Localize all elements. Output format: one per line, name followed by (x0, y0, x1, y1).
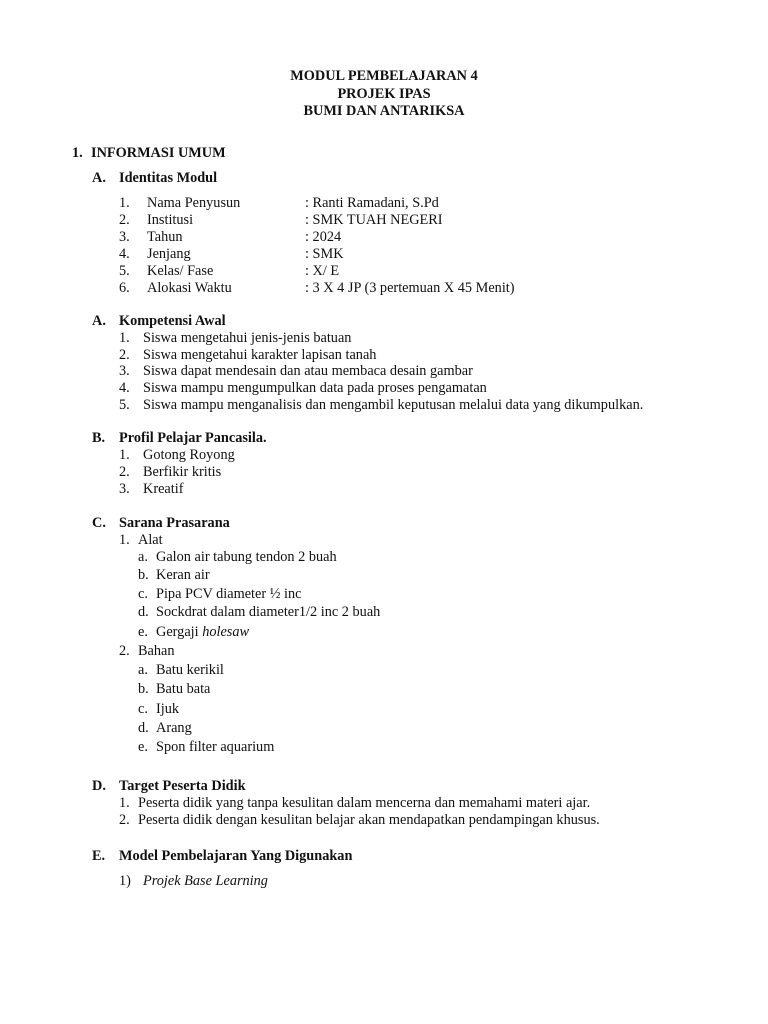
list-item: Gotong Royong (143, 447, 235, 463)
list-item: Galon air tabung tendon 2 buah (156, 549, 337, 565)
sublist-label: Alat (138, 532, 163, 548)
identity-row-value: : 2024 (305, 229, 342, 245)
list-item-number: 1) (119, 873, 131, 889)
identity-row-label: Institusi (147, 212, 194, 228)
list-item: Ijuk (156, 701, 180, 717)
list-item-number: 2. (119, 812, 130, 828)
list-item-letter: e. (138, 739, 148, 755)
list-item-number: 2. (119, 464, 130, 480)
list-item: Pipa PCV diameter ½ inc (156, 586, 302, 602)
list-item-number: 1. (119, 447, 130, 463)
sublist-label: Bahan (138, 643, 175, 659)
list-item-letter: c. (138, 586, 148, 602)
list-item: Keran air (156, 567, 210, 583)
identity-row-number: 3. (119, 229, 130, 245)
identity-row-value: : Ranti Ramadani, S.Pd (305, 195, 439, 211)
list-item: Sockdrat dalam diameter1/2 inc 2 buah (156, 604, 381, 620)
list-item-number: 1. (119, 795, 130, 811)
identity-row-number: 4. (119, 246, 130, 262)
list-item-letter: d. (138, 604, 149, 620)
list-item-text: Gergaji (156, 624, 203, 640)
list-item: Peserta didik dengan kesulitan belajar akan mendapatkan pendampingan khusus. (138, 812, 600, 828)
identity-row-label: Nama Penyusun (147, 195, 241, 211)
list-item-letter: e. (138, 624, 148, 640)
list-item-letter: a. (138, 662, 148, 678)
list-item: Berfikir kritis (143, 464, 222, 480)
list-item-letter: d. (138, 720, 149, 736)
list-item: Siswa mengetahui jenis-jenis batuan (143, 330, 352, 346)
list-item-number: 5. (119, 397, 130, 413)
identity-row-number: 5. (119, 263, 130, 279)
list-item-letter: b. (138, 567, 149, 583)
subsection-letter: A. (92, 170, 106, 186)
identity-row-number: 1. (119, 195, 130, 211)
title-line-3: BUMI DAN ANTARIKSA (303, 103, 465, 119)
list-item-italic-text: holesaw (202, 624, 250, 640)
list-item: Kreatif (143, 481, 184, 497)
identity-row-label: Kelas/ Fase (147, 263, 214, 279)
identity-row-label: Tahun (147, 229, 183, 245)
list-item: Arang (156, 720, 192, 736)
sublist-number: 1. (119, 532, 130, 548)
subsection-letter: A. (92, 313, 106, 329)
subsection-heading: Sarana Prasarana (119, 515, 230, 531)
list-item-number: 4. (119, 380, 130, 396)
subsection-heading: Target Peserta Didik (119, 778, 246, 794)
list-item: Siswa mampu menganalisis dan mengambil keputusan melalui data yang dikumpulkan. (143, 397, 644, 413)
identity-row-value: : 3 X 4 JP (3 pertemuan X 45 Menit) (305, 280, 515, 296)
list-item: Siswa dapat mendesain dan atau membaca desain gambar (143, 363, 473, 379)
list-item-number: 3. (119, 481, 130, 497)
section-number: 1. (72, 145, 83, 161)
title-line-2: PROJEK IPAS (337, 86, 431, 102)
subsection-letter: C. (92, 515, 106, 531)
sublist-number: 2. (119, 643, 130, 659)
subsection-heading: Identitas Modul (119, 170, 218, 186)
subsection-heading: Model Pembelajaran Yang Digunakan (119, 848, 353, 864)
list-item-letter: c. (138, 701, 148, 717)
identity-row-number: 6. (119, 280, 130, 296)
list-item (156, 624, 249, 641)
subsection-letter: E. (92, 848, 106, 864)
subsection-heading: Kompetensi Awal (119, 313, 226, 329)
list-item: Siswa mengetahui karakter lapisan tanah (143, 347, 377, 363)
identity-row-value: : SMK (305, 246, 344, 262)
list-item-number: 2. (119, 347, 130, 363)
list-item-number: 3. (119, 363, 130, 379)
list-item: Peserta didik yang tanpa kesulitan dalam mencerna dan memahami materi ajar. (138, 795, 591, 811)
list-item: Siswa mampu mengumpulkan data pada proses pengamatan (143, 380, 487, 396)
list-item: Batu bata (156, 681, 211, 697)
list-item: Batu kerikil (156, 662, 224, 678)
list-item-letter: b. (138, 681, 149, 697)
identity-row-value: : SMK TUAH NEGERI (305, 212, 443, 228)
identity-row-label: Jenjang (147, 246, 191, 262)
title-line-1: MODUL PEMBELAJARAN 4 (290, 68, 478, 84)
list-item-number: 1. (119, 330, 130, 346)
list-item: Projek Base Learning (143, 873, 268, 889)
list-item: Spon filter aquarium (156, 739, 275, 755)
list-item-letter: a. (138, 549, 148, 565)
subsection-letter: B. (92, 430, 106, 446)
subsection-heading: Profil Pelajar Pancasila. (119, 430, 267, 446)
section-heading: INFORMASI UMUM (91, 145, 226, 161)
identity-row-number: 2. (119, 212, 130, 228)
subsection-letter: D. (92, 778, 106, 794)
identity-row-value: : X/ E (305, 263, 340, 279)
identity-row-label: Alokasi Waktu (147, 280, 232, 296)
